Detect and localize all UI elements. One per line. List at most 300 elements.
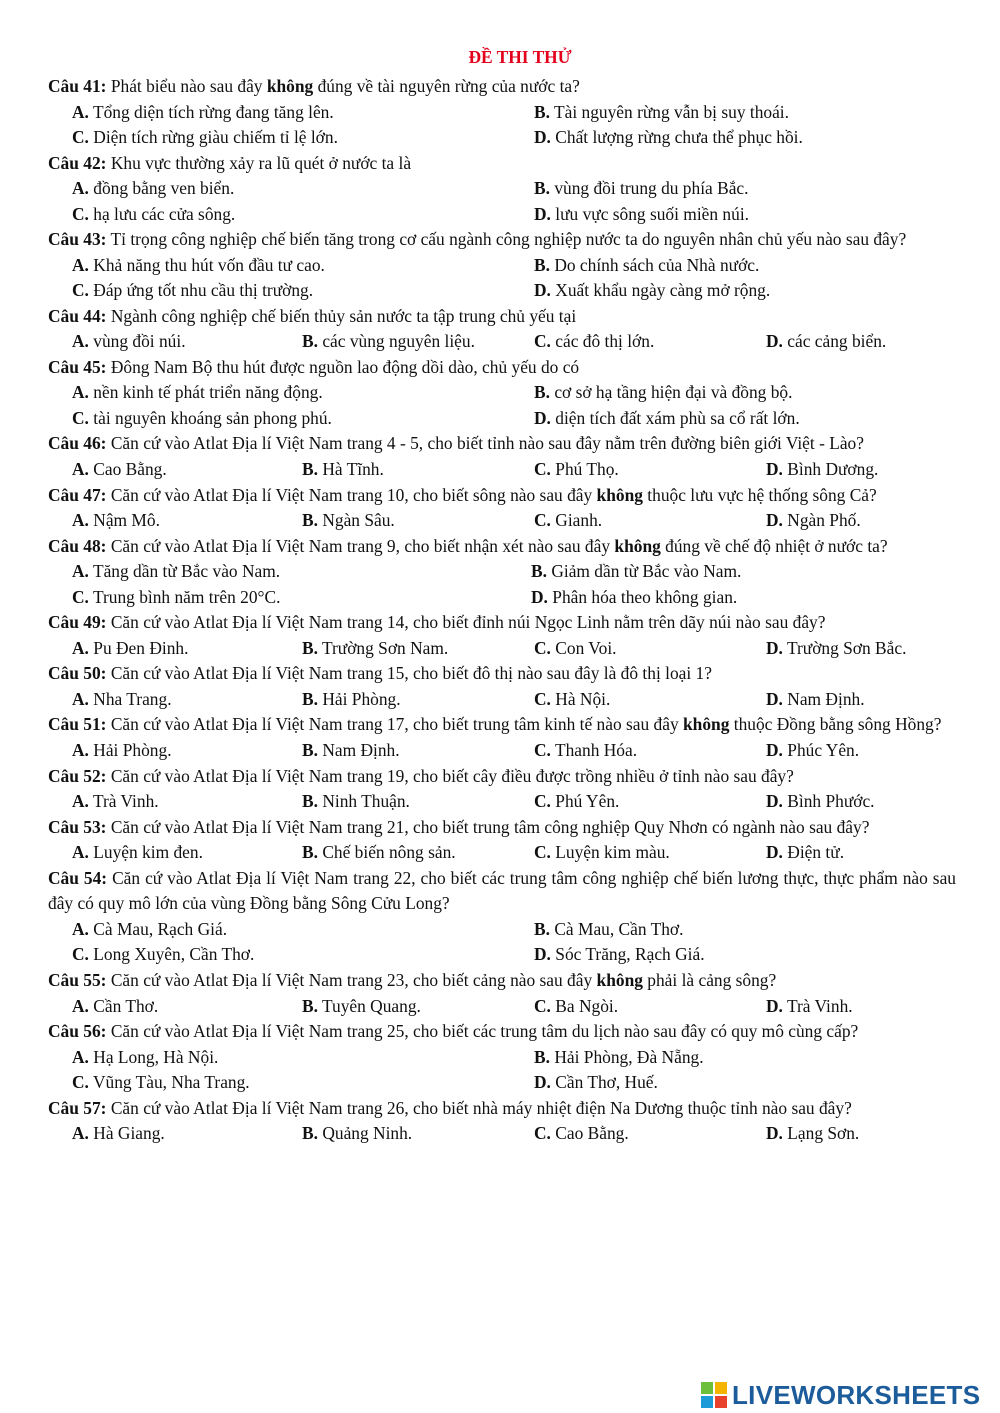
option-letter: A. [72,178,89,199]
answer-option[interactable] [72,687,172,713]
question [48,968,956,1019]
question-number: Câu 55: [48,969,107,990]
answer-option[interactable] [766,457,878,483]
option-letter: C. [534,842,551,863]
option-text: Giảm dần từ Bắc vào Nam. [551,561,742,582]
answer-option[interactable] [72,917,227,943]
answer-option[interactable] [534,329,654,355]
option-text: Hà Nội. [555,688,611,709]
options-row [48,994,956,1020]
options-row [48,508,956,534]
option-letter: C. [72,127,89,148]
question [48,74,956,151]
option-letter: B. [534,101,550,122]
answer-option[interactable] [534,1045,704,1071]
question-text: Căn cứ vào Atlat Địa lí Việt Nam trang 23, cho biết cảng nào sau đây [110,969,597,990]
options-row [48,840,956,866]
answer-option[interactable] [766,636,906,662]
question-stem [48,304,956,330]
option-letter: D. [534,203,551,224]
question [48,815,956,866]
options-row [48,176,956,202]
option-text: Chế biến nông sản. [322,842,456,863]
question-text: Khu vực thường xảy ra lũ quét ở nước ta là [110,152,412,173]
question-number: Câu 47: [48,484,107,505]
option-text: Khả năng thu hút vốn đầu tư cao. [93,254,325,275]
options-row [48,457,956,483]
question-number: Câu 53: [48,816,107,837]
answer-option[interactable] [534,942,705,968]
answer-option[interactable] [534,508,602,534]
question-number: Câu 45: [48,356,107,377]
option-text: vùng đồi núi. [93,331,186,352]
option-letter: A. [72,1123,89,1144]
emphasis-text: không [596,484,643,505]
option-text: Ba Ngòi. [555,995,619,1016]
answer-option[interactable] [534,840,670,866]
option-text: các đô thị lớn. [555,331,655,352]
answer-option[interactable] [72,738,172,764]
question [48,483,956,534]
option-letter: D. [534,407,551,428]
question-number: Câu 50: [48,663,107,684]
option-letter: D. [534,944,551,965]
option-letter: B. [302,740,318,761]
option-letter: A. [72,918,89,939]
question-stem [48,227,956,253]
option-letter: D. [766,791,783,812]
option-letter: B. [302,1123,318,1144]
answer-option[interactable] [534,125,803,151]
option-text: Luyện kim đen. [93,842,203,863]
question [48,355,956,432]
answer-option[interactable] [302,508,395,534]
option-text: Cần Thơ. [93,995,159,1016]
option-text: Cao Bằng. [555,1123,629,1144]
answer-option[interactable] [534,1121,629,1147]
answer-option[interactable] [534,738,637,764]
option-letter: C. [72,280,89,301]
option-letter: D. [766,510,783,531]
option-text: đồng bằng ven biển. [93,178,235,199]
option-letter: D. [766,842,783,863]
question [48,534,956,611]
answer-option[interactable] [72,176,234,202]
liveworksheets-logo [700,1380,980,1410]
option-letter: A. [72,459,89,480]
answer-option[interactable] [72,202,235,228]
question [48,227,956,304]
question [48,712,956,763]
option-text: Hải Phòng. [322,688,401,709]
answer-option[interactable] [302,1121,412,1147]
option-letter: D. [766,995,783,1016]
option-letter: C. [534,791,551,812]
question-number: Câu 52: [48,765,107,786]
option-letter: B. [534,254,550,275]
options-row [48,942,956,968]
answer-option[interactable] [766,508,861,534]
liveworksheets-logo-icon [700,1381,728,1409]
answer-option[interactable] [531,585,737,611]
question-text: Căn cứ vào Atlat Địa lí Việt Nam trang 10, cho biết sông nào sau đây [110,484,597,505]
question-number: Câu 54: [48,867,108,888]
option-text: Điện tử. [787,842,845,863]
answer-option[interactable] [72,1045,218,1071]
question-text: Tỉ trọng công nghiệp chế biến tăng trong cơ cấu ngành công nghiệp nước ta do nguyên nhân chủ yếu nào sau đây? [110,229,907,250]
answer-option[interactable] [534,202,749,228]
options-row [48,687,956,713]
option-text: Trường Sơn Nam. [322,637,449,658]
question-stem [48,1096,956,1122]
question [48,1096,956,1147]
option-letter: A. [72,510,89,531]
option-text: Thanh Hóa. [554,740,638,761]
question-text: Căn cứ vào Atlat Địa lí Việt Nam trang 25, cho biết các trung tâm du lịch nào sau đây có quy mô cùng cấp? [110,1021,859,1041]
answer-option[interactable] [72,840,203,866]
option-text: Trung bình năm trên 20°C. [92,586,281,607]
option-text: Gianh. [555,510,603,531]
option-text: Cần Thơ, Huế. [555,1072,658,1093]
answer-option[interactable] [72,559,280,585]
question-stem [48,968,956,994]
answer-option[interactable] [72,406,332,432]
option-letter: A. [72,561,89,582]
answer-option[interactable] [534,380,792,406]
answer-option[interactable] [302,840,456,866]
answer-option[interactable] [766,994,853,1020]
option-text: Hải Phòng. [93,740,172,761]
question-text: phải là cảng sông? [642,969,777,990]
option-letter: D. [766,637,783,658]
option-letter: D. [534,1072,551,1093]
answer-option[interactable] [302,329,475,355]
option-text: Phú Thọ. [555,459,619,480]
option-text: Phúc Yên. [787,740,860,761]
option-text: Tài nguyên rừng vẫn bị suy thoái. [554,101,789,122]
options-row [48,789,956,815]
option-text: Xuất khẩu ngày càng mở rộng. [555,280,771,301]
option-letter: B. [302,995,318,1016]
answer-option[interactable] [302,994,421,1020]
answer-option[interactable] [72,585,280,611]
answer-option[interactable] [534,687,610,713]
option-letter: B. [534,918,550,939]
option-letter: B. [534,382,550,403]
option-letter: C. [534,331,551,352]
options-row [48,253,956,279]
option-text: Pu Đen Đinh. [93,637,189,658]
option-text: Cà Mau, Rạch Giá. [93,918,228,939]
emphasis-text: không [596,969,643,990]
options-row [48,125,956,151]
question-text: thuộc lưu vực hệ thống sông Cả? [642,484,877,505]
option-letter: D. [766,740,783,761]
option-letter: B. [302,459,318,480]
question-text: thuộc Đồng bằng sông Hồng? [729,714,942,735]
answer-option[interactable] [766,789,875,815]
logo-text: LIVEWORKSHEETS [732,1380,981,1410]
option-letter: C. [534,688,551,709]
option-text: Sóc Trăng, Rạch Giá. [555,944,705,965]
question-stem [48,431,956,457]
answer-option[interactable] [302,789,410,815]
option-letter: B. [534,1046,550,1067]
option-letter: C. [72,1072,89,1093]
option-text: Phú Yên. [555,791,620,812]
option-text: Bình Phước. [787,791,875,812]
answer-option[interactable] [72,253,325,279]
option-text: Nam Định. [322,740,400,761]
question-stem [48,661,956,687]
answer-option[interactable] [766,329,886,355]
option-text: Đáp ứng tốt nhu cầu thị trường. [93,280,314,301]
question-number: Câu 42: [48,152,107,173]
question-stem [48,610,956,636]
question-stem [48,1019,956,1045]
option-text: Con Voi. [555,637,617,658]
options-row [48,585,956,611]
option-letter: C. [534,459,551,480]
option-letter: A. [72,331,89,352]
question-stem [48,483,956,509]
question [48,431,956,482]
answer-option[interactable] [72,329,186,355]
option-text: Nậm Mô. [93,510,160,531]
option-text: tài nguyên khoáng sản phong phú. [93,407,332,428]
answer-option[interactable] [534,176,748,202]
option-letter: D. [766,688,783,709]
option-text: Long Xuyên, Cần Thơ. [93,944,255,965]
option-letter: C. [534,740,551,761]
question-text: Căn cứ vào Atlat Địa lí Việt Nam trang 26, cho biết nhà máy nhiệt điện Na Dương thuộc tỉnh nào sau đây? [110,1097,852,1118]
option-letter: C. [72,203,89,224]
question-number: Câu 56: [48,1021,107,1041]
option-text: hạ lưu các cửa sông. [93,203,236,224]
emphasis-text: không [266,76,314,96]
options-row [48,636,956,662]
option-text: Bình Dương. [787,459,879,480]
option-text: Diện tích rừng giàu chiếm tỉ lệ lớn. [93,127,338,148]
option-letter: C. [72,944,89,965]
answer-option[interactable] [72,942,254,968]
option-text: Tuyên Quang. [322,995,421,1016]
option-letter: A. [72,382,89,403]
answer-option[interactable] [72,125,338,151]
answer-option[interactable] [72,457,167,483]
option-text: nền kinh tế phát triển năng động. [93,382,323,403]
option-letter: A. [72,101,89,122]
option-text: các cảng biển. [787,331,887,352]
option-text: các vùng nguyên liệu. [322,331,475,352]
option-letter: A. [72,254,89,275]
answer-option[interactable] [302,457,384,483]
question-stem [48,764,956,790]
question-stem [48,815,956,841]
option-text: Tăng dần từ Bắc vào Nam. [92,561,281,582]
question-text: Đông Nam Bộ thu hút được nguồn lao động dồi dào, chủ yếu do có [110,356,580,377]
option-text: Nam Định. [787,688,865,709]
question [48,661,956,712]
question-number: Câu 57: [48,1097,107,1118]
question-stem [48,151,956,177]
question-number: Câu 43: [48,229,107,250]
question-stem [48,866,956,917]
option-letter: B. [534,178,550,199]
option-letter: B. [302,510,318,531]
question-stem [48,534,956,560]
question-text: Căn cứ vào Atlat Địa lí Việt Nam trang 22, cho biết các trung tâm công nghiệp chế biến lương thực, thực phẩm nào sau đây có quy mô lớn của vùng Đồng bằng Sông Cửu Long? [48,867,956,914]
option-letter: D. [534,127,551,148]
answer-option[interactable] [72,994,158,1020]
option-letter: D. [534,280,551,301]
question-number: Câu 44: [48,305,107,326]
option-text: Luyện kim màu. [555,842,670,863]
option-letter: D. [766,1123,783,1144]
answer-option[interactable] [534,789,619,815]
option-letter: B. [302,637,318,658]
question-list [48,74,956,1147]
question-text: đúng về tài nguyên rừng của nước ta? [313,76,580,96]
option-letter: B. [302,791,318,812]
answer-option[interactable] [302,636,448,662]
answer-option[interactable] [72,508,160,534]
question [48,304,956,355]
question-number: Câu 51: [48,714,107,735]
option-text: Do chính sách của Nhà nước. [554,254,760,275]
option-letter: D. [531,586,548,607]
answer-option[interactable] [534,406,800,432]
option-letter: D. [766,331,783,352]
answer-option[interactable] [766,738,859,764]
answer-option[interactable] [72,636,188,662]
option-text: Tổng diện tích rừng đang tăng lên. [92,101,334,122]
answer-option[interactable] [534,1070,658,1096]
answer-option[interactable] [531,559,741,585]
question [48,866,956,968]
options-row [48,329,956,355]
options-row [48,917,956,943]
option-text: Trà Vinh. [92,791,159,812]
answer-option[interactable] [766,840,844,866]
option-text: vùng đồi trung du phía Bắc. [554,178,749,199]
answer-option[interactable] [534,994,618,1020]
option-letter: D. [766,459,783,480]
question-stem [48,712,956,738]
option-text: Nha Trang. [93,688,172,709]
option-text: Phân hóa theo không gian. [552,586,738,607]
options-row [48,559,956,585]
option-text: Hà Tĩnh. [322,459,384,480]
option-letter: B. [531,561,547,582]
question-text: Căn cứ vào Atlat Địa lí Việt Nam trang 17, cho biết trung tâm kinh tế nào sau đây [110,714,683,735]
answer-option[interactable] [534,917,683,943]
option-text: diện tích đất xám phù sa cổ rất lớn. [555,407,800,428]
answer-option[interactable] [534,457,619,483]
answer-option[interactable] [766,687,865,713]
option-text: Quảng Ninh. [322,1123,413,1144]
option-letter: C. [534,995,551,1016]
option-letter: A. [72,637,89,658]
option-text: Vũng Tàu, Nha Trang. [92,1072,250,1093]
option-letter: B. [302,331,318,352]
question [48,764,956,815]
options-row [48,380,956,406]
option-letter: A. [72,688,89,709]
question-text: Căn cứ vào Atlat Địa lí Việt Nam trang 14, cho biết đỉnh núi Ngọc Linh nằm trên dãy núi nào sau đây? [110,612,826,633]
answer-option[interactable] [302,687,401,713]
question-text: Căn cứ vào Atlat Địa lí Việt Nam trang 19, cho biết cây điều được trồng nhiều ở tỉnh nào sau đây? [110,765,794,786]
answer-option[interactable] [766,1121,859,1147]
option-letter: A. [72,1046,89,1067]
answer-option[interactable] [72,1121,165,1147]
options-row [48,406,956,432]
question-text: đúng về chế độ nhiệt ở nước ta? [660,535,888,556]
question-number: Câu 46: [48,433,107,454]
answer-option[interactable] [72,278,313,304]
question-text: Căn cứ vào Atlat Địa lí Việt Nam trang 4 - 5, cho biết tỉnh nào sau đây nằm trên đường biên giới Việt - Lào? [110,433,864,454]
question-text: Căn cứ vào Atlat Địa lí Việt Nam trang 21, cho biết trung tâm công nghiệp Quy Nhơn có ngành nào sau đây? [110,816,870,837]
option-text: Ngàn Sâu. [322,510,395,531]
options-row [48,202,956,228]
question-number: Câu 41: [48,76,107,96]
options-row [48,1070,956,1096]
answer-option[interactable] [72,1070,250,1096]
question [48,610,956,661]
option-letter: B. [302,688,318,709]
option-letter: A. [72,842,89,863]
option-letter: A. [72,791,89,812]
option-text: Cà Mau, Cần Thơ. [554,918,684,939]
question-stem [48,74,956,100]
answer-option[interactable] [72,380,323,406]
options-row [48,278,956,304]
option-text: cơ sở hạ tầng hiện đại và đồng bộ. [554,382,793,403]
question-number: Câu 48: [48,535,107,556]
option-letter: C. [534,1123,551,1144]
option-letter: C. [72,407,89,428]
option-text: Cao Bằng. [93,459,167,480]
options-row [48,1121,956,1147]
option-text: Hạ Long, Hà Nội. [93,1046,219,1067]
option-text: Chất lượng rừng chưa thể phục hồi. [555,127,803,148]
question-text: Ngành công nghiệp chế biến thủy sản nước ta tập trung chủ yếu tại [110,305,577,326]
page-title: ĐỀ THI THỬ [468,47,572,67]
option-text: Ngàn Phố. [787,510,861,531]
answer-option[interactable] [534,100,789,126]
option-text: lưu vực sông suối miền núi. [555,203,749,224]
answer-option[interactable] [534,636,617,662]
answer-option[interactable] [302,738,400,764]
option-letter: C. [534,637,551,658]
answer-option[interactable] [72,789,159,815]
answer-option[interactable] [534,278,770,304]
option-text: Hải Phòng, Đà Nẵng. [554,1046,704,1067]
option-letter: A. [72,740,89,761]
answer-option[interactable] [534,253,759,279]
question-text: Căn cứ vào Atlat Địa lí Việt Nam trang 15, cho biết đô thị nào sau đây là đô thị loại 1? [110,663,712,684]
option-letter: C. [534,510,551,531]
question-text: Phát biểu nào sau đây [110,76,267,96]
options-row [48,1045,956,1071]
option-text: Ninh Thuận. [322,791,410,812]
question-text: Căn cứ vào Atlat Địa lí Việt Nam trang 9, cho biết nhận xét nào sau đây [110,535,615,556]
options-row [48,100,956,126]
emphasis-text: không [614,535,661,556]
question-number: Câu 49: [48,612,107,633]
answer-option[interactable] [72,100,334,126]
option-text: Trà Vinh. [786,995,853,1016]
